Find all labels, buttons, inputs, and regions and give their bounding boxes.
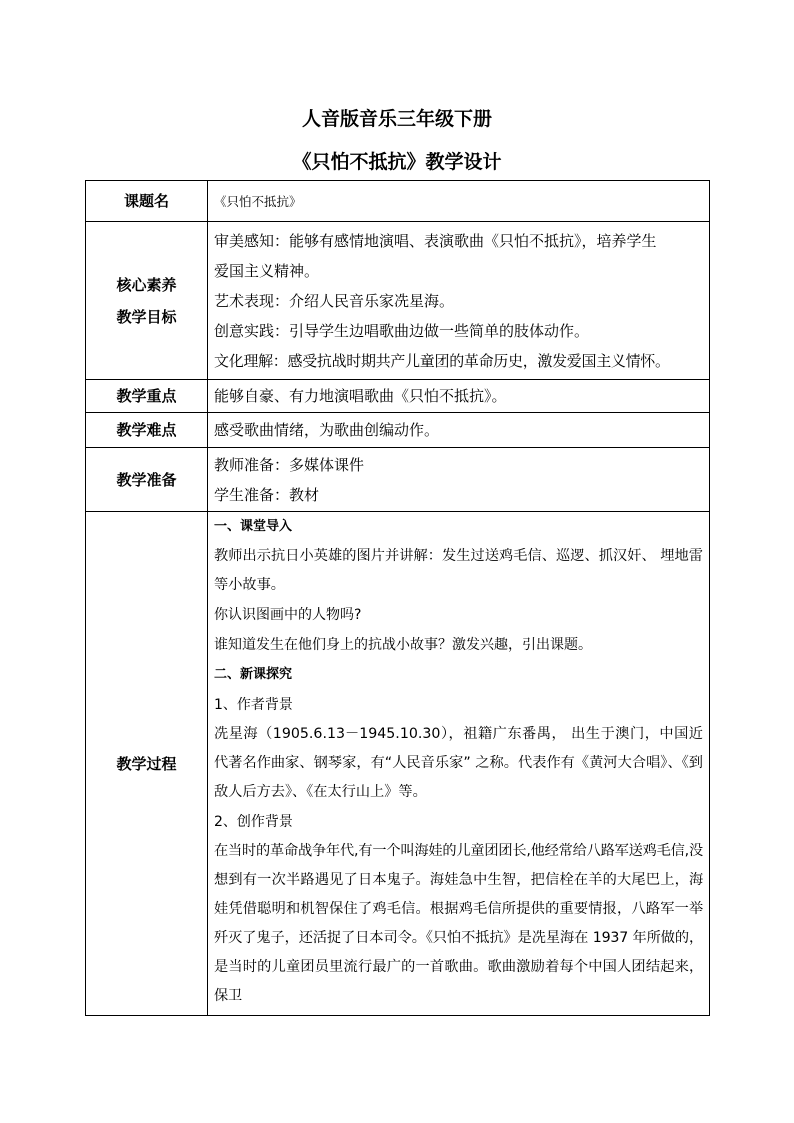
subheading: 1、作者背景 — [214, 697, 293, 713]
label-goals-line2: 教学目标 — [116, 307, 177, 326]
goal-line: 创意实践：引导学生边唱歌曲边做一些简单的肢体动作。 — [214, 321, 590, 340]
background-paragraph: 在当时的革命战争年代,有一个叫海娃的儿童团团长,他经常给八路军送鸡毛信,没想到有一次半路遇见了日本鬼子。海娃急中生智，把信栓在羊的大尾巴上，海娃凭借聪明和机智保住了鸡毛信。根据鸡毛信所提供的重要情报，八路军一举歼灭了鬼子，还活捉了日本司令。《只怕不抵抗》是冼星海在 1937 年所做的，是当时的儿童团员里流行最广的一首歌曲。歌曲激励着每个中国人团结起来，保卫 — [214, 843, 703, 1004]
subheading: 2、创作背景 — [214, 814, 293, 830]
label-prep: 教学准备 — [86, 448, 208, 512]
question-line: 你认识图画中的人物吗? — [214, 607, 362, 623]
goal-line: 艺术表现：介绍人民音乐家冼星海。 — [214, 291, 455, 310]
doc-subtitle: 《只怕不抵抗》教学设计 — [292, 151, 502, 173]
label-process: 教学过程 — [86, 512, 208, 1016]
label-difficulty: 教学难点 — [86, 413, 208, 448]
label-goals — [86, 222, 208, 380]
value-difficulty — [208, 413, 710, 448]
prep-line: 教师准备：多媒体课件 — [214, 455, 365, 474]
row-topic — [86, 181, 710, 222]
value-topic — [208, 181, 710, 222]
value-goals — [208, 222, 710, 380]
section-heading: 二、新课探究 — [214, 667, 293, 682]
value-key — [208, 380, 710, 413]
doc-title: 人音版音乐三年级下册 — [301, 108, 492, 130]
row-difficulty — [86, 413, 710, 448]
label-goals-line1: 核心素养 — [116, 275, 177, 294]
value-process — [208, 512, 710, 1016]
question-line: 谁知道发生在他们身上的抗战小故事？激发兴趣，引出课题。 — [214, 637, 592, 653]
topic-text: 《只怕不抵抗》 — [214, 194, 302, 209]
author-paragraph: 冼星海（1905.6.13－1945.10.30），祖籍广东番禺， 出生于澳门，中国近代著名作曲家、钢琴家，有“人民音乐家” 之称。代表作有《黄河大合唱》、《到敌人后方去》、《在太行山上》等。 — [214, 726, 703, 800]
lesson-plan-table — [85, 180, 710, 1016]
key-text: 能够自豪、有力地演唱歌曲《只怕不抵抗》。 — [214, 387, 507, 405]
difficulty-text: 感受歌曲情绪，为歌曲创编动作。 — [214, 421, 440, 439]
row-process — [86, 512, 710, 1016]
section-heading: 一、课堂导入 — [214, 519, 293, 534]
row-prep — [86, 448, 710, 512]
row-goals — [86, 222, 710, 380]
goal-line: 文化理解：感受抗战时期共产儿童团的革命历史，激发爱国主义情怀。 — [214, 351, 670, 370]
row-key — [86, 380, 710, 413]
goal-line: 爱国主义精神。 — [214, 261, 320, 280]
label-key: 教学重点 — [86, 380, 208, 413]
prep-line: 学生准备：教材 — [214, 485, 320, 504]
goal-line: 审美感知：能够有感情地演唱、表演歌曲《只怕不抵抗》，培养学生 — [214, 231, 657, 250]
label-topic: 课题名 — [86, 181, 208, 222]
value-prep — [208, 448, 710, 512]
intro-paragraph: 教师出示抗日小英雄的图片并讲解：发生过送鸡毛信、巡逻、抓汉奸、 埋地雷等小故事。 — [214, 548, 703, 593]
